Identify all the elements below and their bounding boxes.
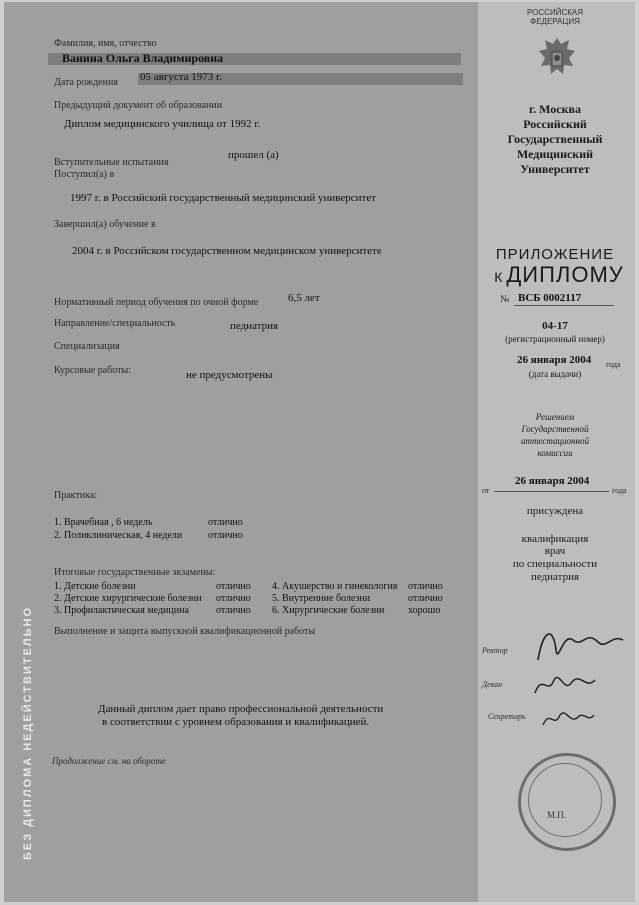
side-stripe — [6, 300, 34, 860]
practice-label: Практика: — [54, 490, 98, 501]
rector-signature-icon — [528, 620, 628, 670]
number-underline — [514, 305, 614, 306]
commission-line4: комиссии — [537, 448, 573, 458]
univ-city: г. Москва — [529, 102, 581, 116]
reg-date-caption: (дата выдачи) — [528, 369, 582, 379]
left-panel — [4, 2, 478, 902]
exam-right-grade-6: хорошо — [408, 605, 441, 616]
awarded: присуждена — [526, 505, 584, 517]
prev-doc-label: Предыдущий документ об образовании — [54, 100, 223, 111]
prev-doc-value: Диплом медицинского училища от 1992 г. — [64, 118, 261, 130]
reg-number-caption: (регистрационный номер) — [505, 334, 605, 344]
final-exams-label: Итоговые государственные экзамены: — [54, 567, 216, 578]
rights-line2: в соответствии с уровнем образования и квалификацией. — [102, 716, 370, 728]
period-label: Нормативный период обучения по очной форме — [54, 297, 259, 308]
name-label: Фамилия, имя, отчество — [54, 38, 157, 49]
seal-inner-ring — [528, 763, 602, 837]
exams-value: прошел (а) — [228, 149, 279, 161]
univ-line4: Университет — [520, 162, 590, 176]
appendix-title1: ПРИЛОЖЕНИЕ — [495, 246, 615, 263]
commission-line2: Государственной — [521, 424, 589, 434]
dean-label: Декан — [482, 680, 503, 689]
practice-item-2: 2. Поликлиническая, 4 недели — [54, 530, 183, 541]
direction-label: Направление/специальность — [54, 318, 176, 329]
commission-date: 26 января 2004 — [515, 475, 590, 487]
qualification-value: врач — [544, 545, 566, 557]
courseworks-label: Курсовые работы: — [54, 365, 131, 376]
side-text: БЕЗ ДИПЛОМА НЕДЕЙСТВИТЕЛЬНО — [22, 605, 34, 860]
commission-suffix: года — [612, 486, 627, 495]
commission-underline — [494, 491, 609, 492]
exam-left-grade-3: отлично — [216, 605, 251, 616]
stamp-mp: М.П. — [547, 810, 567, 820]
practice-grade-1: отлично — [208, 517, 243, 528]
univ-line2: Государственный — [507, 132, 603, 146]
exam-right-4: 4. Акушерство и гинекология — [272, 581, 398, 592]
thesis-label: Выполнение и защита выпускной квалификационной работы — [54, 626, 316, 637]
reg-number: 04-17 — [542, 320, 568, 332]
continued-note: Продолжение см. на обороте — [52, 756, 166, 766]
exam-left-2: 2. Детские хирургические болезни — [54, 593, 202, 604]
exam-right-grade-4: отлично — [408, 581, 443, 592]
appendix-title2-big: ДИПЛОМУ — [506, 262, 624, 287]
rights-line1: Данный диплом дает право профессиональной деятельности — [98, 703, 384, 715]
entered-value: 1997 г. в Российский государственный медицинский университет — [70, 192, 377, 204]
direction-value: педиатрия — [230, 320, 279, 332]
rector-label: Ректор — [482, 646, 508, 655]
specialization-label: Специализация — [54, 341, 120, 352]
entered-label: Поступил(а) в — [54, 169, 115, 180]
exam-left-1: 1. Детские болезни — [54, 581, 136, 592]
name-value: Ванина Ольга Владимировна — [62, 51, 224, 65]
finished-label: Завершил(а) обучение в — [54, 219, 156, 230]
dean-signature-icon — [530, 668, 600, 702]
commission-prefix: от — [482, 486, 490, 495]
country-line1: РОССИЙСКАЯ — [527, 8, 583, 17]
commission-line3: аттестационной — [521, 436, 589, 446]
secretary-label: Секретарь — [488, 712, 526, 721]
reg-date-suffix: года — [606, 360, 621, 369]
birth-label: Дата рождения — [54, 77, 118, 88]
secretary-signature-icon — [538, 705, 598, 733]
commission-line1: Решением — [535, 412, 575, 422]
practice-grade-2: отлично — [208, 530, 243, 541]
country-line2: ФЕДЕРАЦИЯ — [530, 17, 580, 26]
coat-of-arms-icon — [533, 34, 581, 86]
appendix-number: ВСБ 0002117 — [518, 292, 582, 304]
finished-value: 2004 г. в Российском государственном медицинском университете — [72, 245, 382, 257]
exam-left-grade-2: отлично — [216, 593, 251, 604]
appendix-title2-small: К — [494, 269, 503, 285]
exam-right-grade-5: отлично — [408, 593, 443, 604]
period-value: 6,5 лет — [288, 292, 320, 304]
exam-right-6: 6. Хирургические болезни — [272, 605, 385, 616]
exam-right-5: 5. Внутренние болезни — [272, 593, 371, 604]
courseworks-value: не предусмотрены — [186, 369, 273, 381]
exam-left-3: 3. Профилактическая медицина — [54, 605, 189, 616]
specialty-prefix: по специальности — [512, 558, 598, 570]
exam-left-grade-1: отлично — [216, 581, 251, 592]
practice-item-1: 1. Врачебная , 6 недель — [54, 517, 153, 528]
exams-label: Вступительные испытания — [54, 157, 169, 168]
specialty-value: педиатрия — [530, 571, 580, 583]
univ-line1: Российский — [523, 117, 587, 131]
birth-value: 05 августа 1973 г. — [140, 71, 223, 83]
appendix-title2 — [484, 262, 634, 288]
appendix-number-prefix: № — [500, 294, 510, 305]
reg-date: 26 января 2004 — [517, 354, 592, 366]
univ-line3: Медицинский — [516, 147, 594, 161]
qualification-label: квалификация — [521, 533, 589, 545]
